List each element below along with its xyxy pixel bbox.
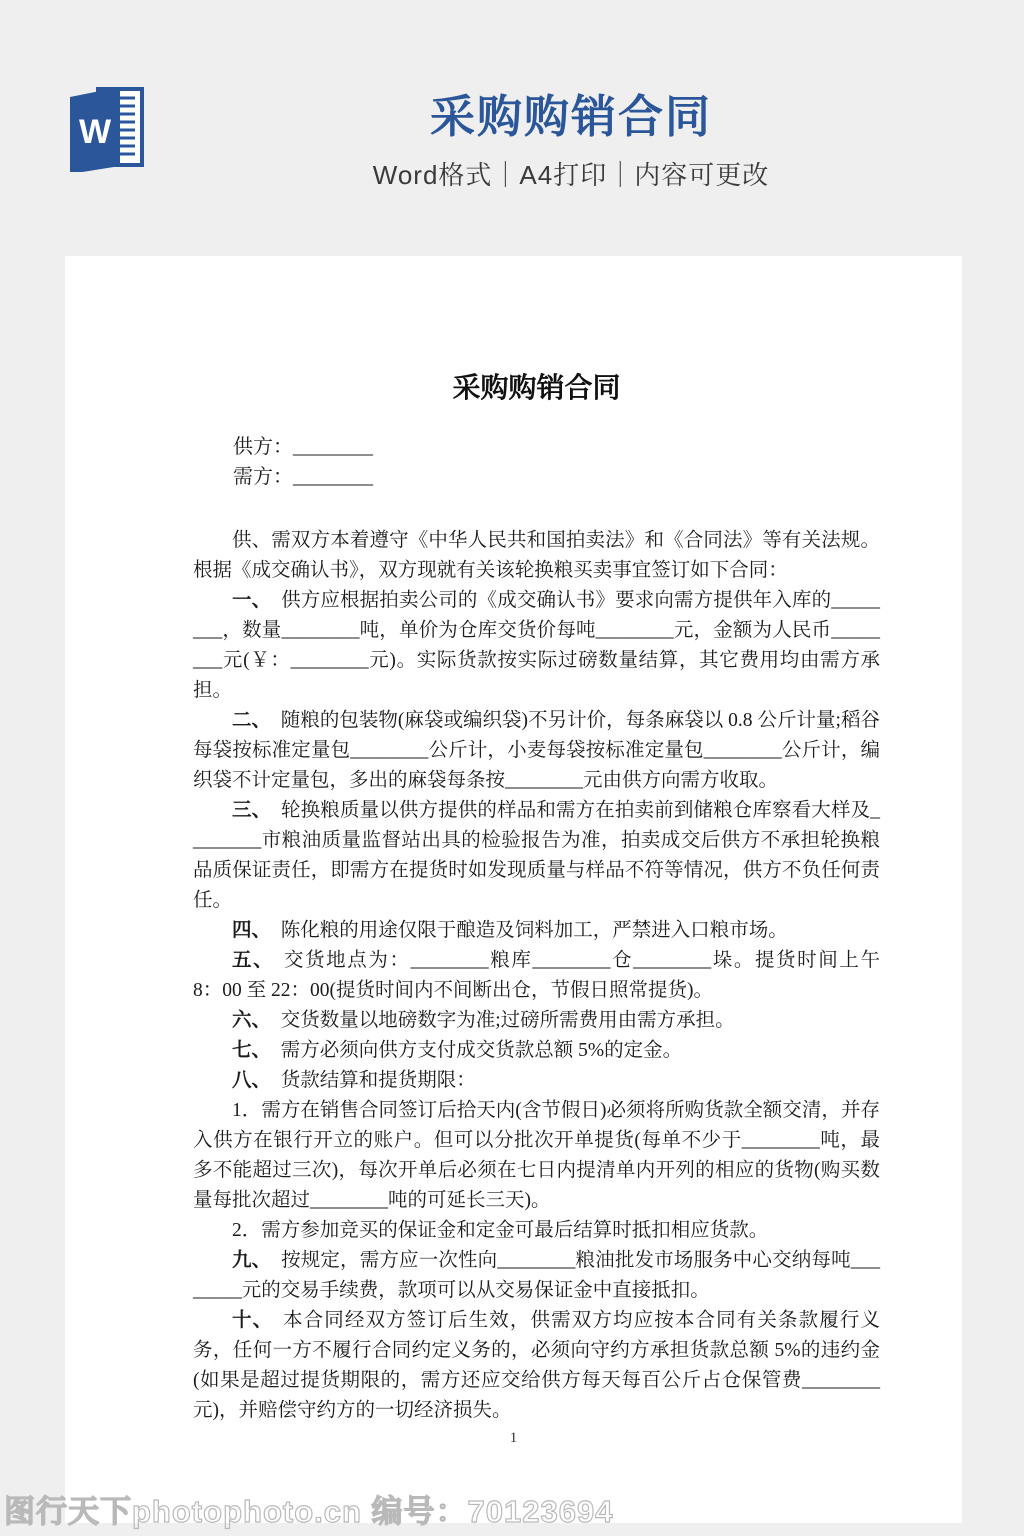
contract-clause-7 <box>193 1036 880 1066</box>
clause-text: 随粮的包装物(麻袋或编织袋)不另计价，每条麻袋以 0.8 公斤计量;稻谷每袋按标准定量包________公斤计，小麦每袋按标准定量包________公斤计，编织袋不计定量包，多出的麻袋每条按________元由供方向需方收取。 <box>193 710 880 791</box>
contract-clause-9 <box>193 1246 880 1306</box>
contract-clause-3 <box>193 796 880 916</box>
contract-preamble <box>193 526 880 586</box>
contract-body <box>193 526 880 1426</box>
buyer-line <box>193 462 880 492</box>
clause-text: 需方必须向供方支付成交货款总额 5%的定金。 <box>280 1040 683 1061</box>
contract-clause-1 <box>193 586 880 706</box>
site-watermark: 图行天下photophoto.cn 编号：70123694 <box>4 1494 614 1529</box>
clause-text: 货款结算和提货期限： <box>280 1070 476 1091</box>
clause-text: 供、需双方本着遵守《中华人民共和国拍卖法》和《合同法》等有关法规。根据《成交确认书》，双方现就有关该轮换粮买卖事宜签订如下合同： <box>193 530 880 581</box>
preview-header <box>0 0 1024 256</box>
contract-clause-8-item-2 <box>193 1216 880 1246</box>
clause-number: 二、 <box>232 710 272 731</box>
contract-clause-2 <box>193 706 880 796</box>
contract-clause-10 <box>193 1306 880 1426</box>
clause-number: 九、 <box>232 1250 272 1271</box>
clause-text: 2．需方参加竞买的保证金和定金可最后结算时抵扣相应货款。 <box>232 1220 769 1241</box>
contract-clause-4 <box>193 916 880 946</box>
supplier-blank-field: ________ <box>293 436 373 458</box>
clause-number: 五、 <box>232 950 275 971</box>
contract-clause-6 <box>193 1006 880 1036</box>
clause-number: 八、 <box>232 1070 272 1091</box>
supplier-label: 供方： <box>233 436 293 458</box>
document-page <box>65 256 962 1523</box>
contract-clause-8 <box>193 1066 880 1096</box>
contract-clause-8-item-1 <box>193 1096 880 1216</box>
clause-text: 陈化粮的用途仅限于酿造及饲料加工，严禁进入口粮市场。 <box>280 920 788 941</box>
clause-text: 轮换粮质量以供方提供的样品和需方在拍卖前到储粮仓库察看大样及________市粮油质量监督站出具的检验报告为准，拍卖成交后供方不承担轮换粮品质保证责任，即需方在提货时如发现质量与样品不符等情况，供方不负任何责任。 <box>193 800 880 911</box>
clause-number: 一、 <box>232 590 272 611</box>
template-title: 采购购销合同 <box>429 91 712 142</box>
contract-clause-5 <box>193 946 880 1006</box>
clause-text: 交货数量以地磅数字为准;过磅所需费用由需方承担。 <box>280 1010 735 1031</box>
header-text-block <box>118 92 1024 192</box>
template-subtitle: Word格式｜A4打印｜内容可更改 <box>372 160 770 190</box>
contract-title: 采购购销合同 <box>452 373 621 404</box>
word-icon-letter: W <box>78 113 112 151</box>
buyer-label: 需方： <box>233 466 293 488</box>
clause-number: 四、 <box>232 920 272 941</box>
clause-number: 六、 <box>232 1010 272 1031</box>
clause-number: 七、 <box>232 1040 272 1061</box>
clause-text: 交货地点为：________粮库________仓________垛。提货时间上午 8：00 至 22：00(提货时间内不间断出仓，节假日照常提货)。 <box>193 950 880 1001</box>
clause-text: 本合同经双方签订后生效，供需双方均应按本合同有关条款履行义务，任何一方不履行合同约定义务的，必须向守约方承担货款总额 5%的违约金(如果是超过提货期限的，需方还应交给供方每天每百公斤占仓保管费________元)，并赔偿守约方的一切经济损失。 <box>193 1310 880 1421</box>
clause-text: 供方应根据拍卖公司的《成交确认书》要求向需方提供年入库的________，数量________吨，单价为仓库交货价每吨________元，金额为人民币________元(￥：________元)。实际货款按实际过磅数量结算，其它费用均由需方承担。 <box>193 590 880 701</box>
supplier-line <box>193 432 880 462</box>
clause-text: 1．需方在销售合同签订后拾天内(含节假日)必须将所购货款全额交清，并存入供方在银行开立的账户。但可以分批次开单提货(每单不少于________吨，最多不能超过三次)，每次开单后必须在七日内提清单内开列的相应的货物(购买数量每批次超过________吨的可延长三天)。 <box>193 1100 880 1211</box>
clause-number: 三、 <box>232 800 272 821</box>
party-block <box>193 432 880 492</box>
page-number: 1 <box>509 1430 518 1446</box>
clause-text: 按规定，需方应一次性向________粮油批发市场服务中心交纳每吨________元的交易手续费，款项可以从交易保证金中直接抵扣。 <box>193 1250 880 1301</box>
clause-number: 十、 <box>232 1310 274 1331</box>
buyer-blank-field: ________ <box>293 466 373 488</box>
